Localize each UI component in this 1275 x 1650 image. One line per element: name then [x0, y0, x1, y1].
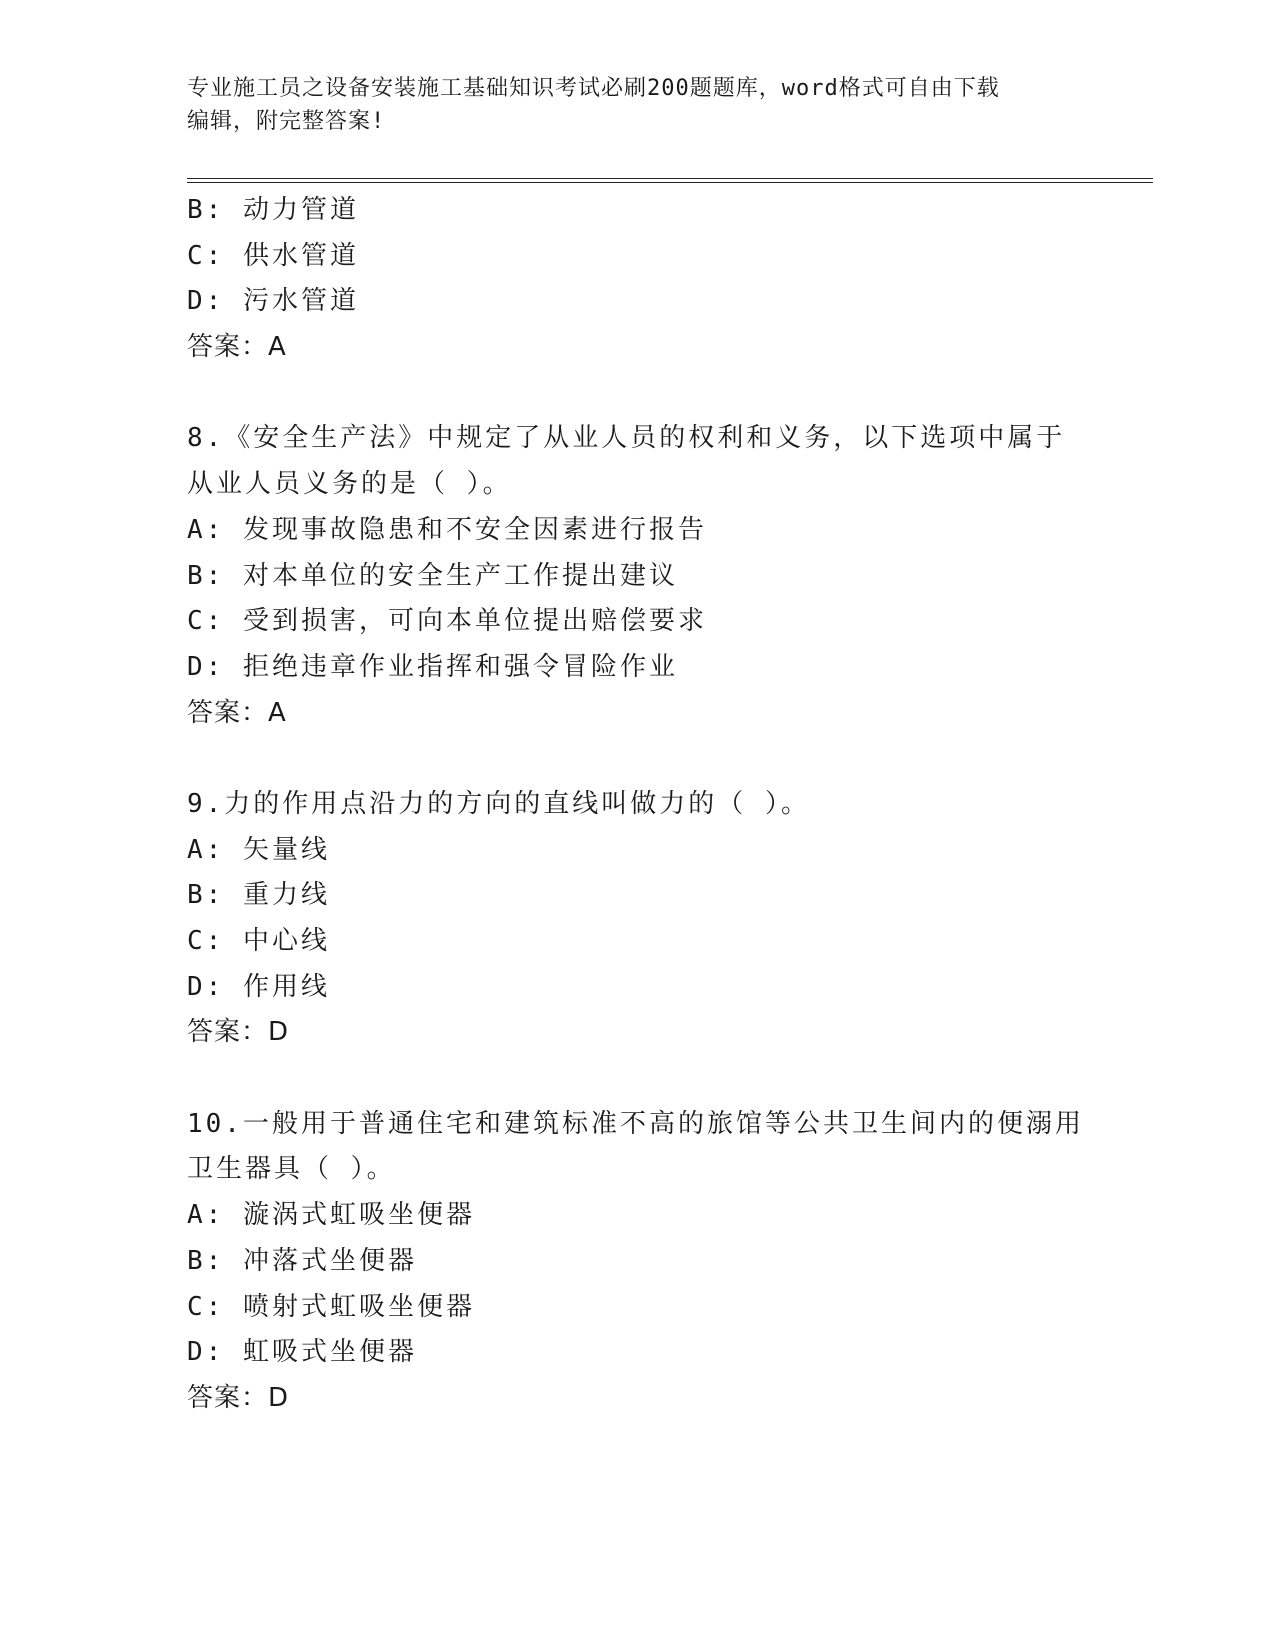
option-b: B: 动力管道: [187, 195, 359, 225]
answer-line: 答案：A: [187, 332, 287, 363]
option-b: B: 重力线: [187, 880, 330, 911]
option-d: D: 污水管道: [187, 286, 359, 317]
option-b: B: 冲落式坐便器: [187, 1245, 417, 1276]
option-b: B: 对本单位的安全生产工作提出建议: [187, 560, 678, 591]
question-stem: 卫生器具（ ）。: [187, 1154, 396, 1185]
question-10: [187, 1102, 1087, 1422]
spacer: [187, 371, 1087, 417]
page-header: [187, 72, 1087, 138]
option-d: D: 拒绝违章作业指挥和强令冒险作业: [187, 651, 678, 682]
carryover-question: [187, 188, 1087, 371]
header-divider: [187, 178, 1153, 183]
document-body: [187, 188, 1087, 1422]
question-8: [187, 416, 1087, 736]
answer-line: 答案：D: [187, 1382, 290, 1413]
header-line-2: 编辑，附完整答案!: [187, 109, 386, 134]
question-stem: 10.一般用于普通住宅和建筑标准不高的旅馆等公共卫生间内的便溺用: [187, 1108, 1084, 1139]
option-c: C: 中心线: [187, 926, 330, 956]
spacer: [187, 736, 1087, 782]
question-stem: 9.力的作用点沿力的方向的直线叫做力的（ ）。: [187, 788, 810, 819]
option-d: D: 作用线: [187, 971, 330, 1002]
option-a: A: 发现事故隐患和不安全因素进行报告: [187, 514, 707, 545]
option-c: C: 供水管道: [187, 240, 359, 271]
option-a: A: 矢量线: [187, 834, 330, 865]
question-stem: 8.《安全生产法》中规定了从业人员的权利和义务，以下选项中属于: [187, 423, 1066, 454]
spacer: [187, 1056, 1087, 1102]
answer-line: 答案：D: [187, 1017, 290, 1048]
question-9: [187, 782, 1087, 1056]
option-c: C: 受到损害，可向本单位提出赔偿要求: [187, 606, 707, 637]
option-d: D: 虹吸式坐便器: [187, 1337, 417, 1368]
header-line-1: 专业施工员之设备安装施工基础知识考试必刷200题题库，word格式可自由下载: [187, 76, 1000, 101]
option-c: C: 喷射式虹吸坐便器: [187, 1291, 475, 1322]
answer-line: 答案：A: [187, 697, 287, 728]
option-a: A: 漩涡式虹吸坐便器: [187, 1200, 475, 1231]
question-stem: 从业人员义务的是（ ）。: [187, 469, 512, 500]
